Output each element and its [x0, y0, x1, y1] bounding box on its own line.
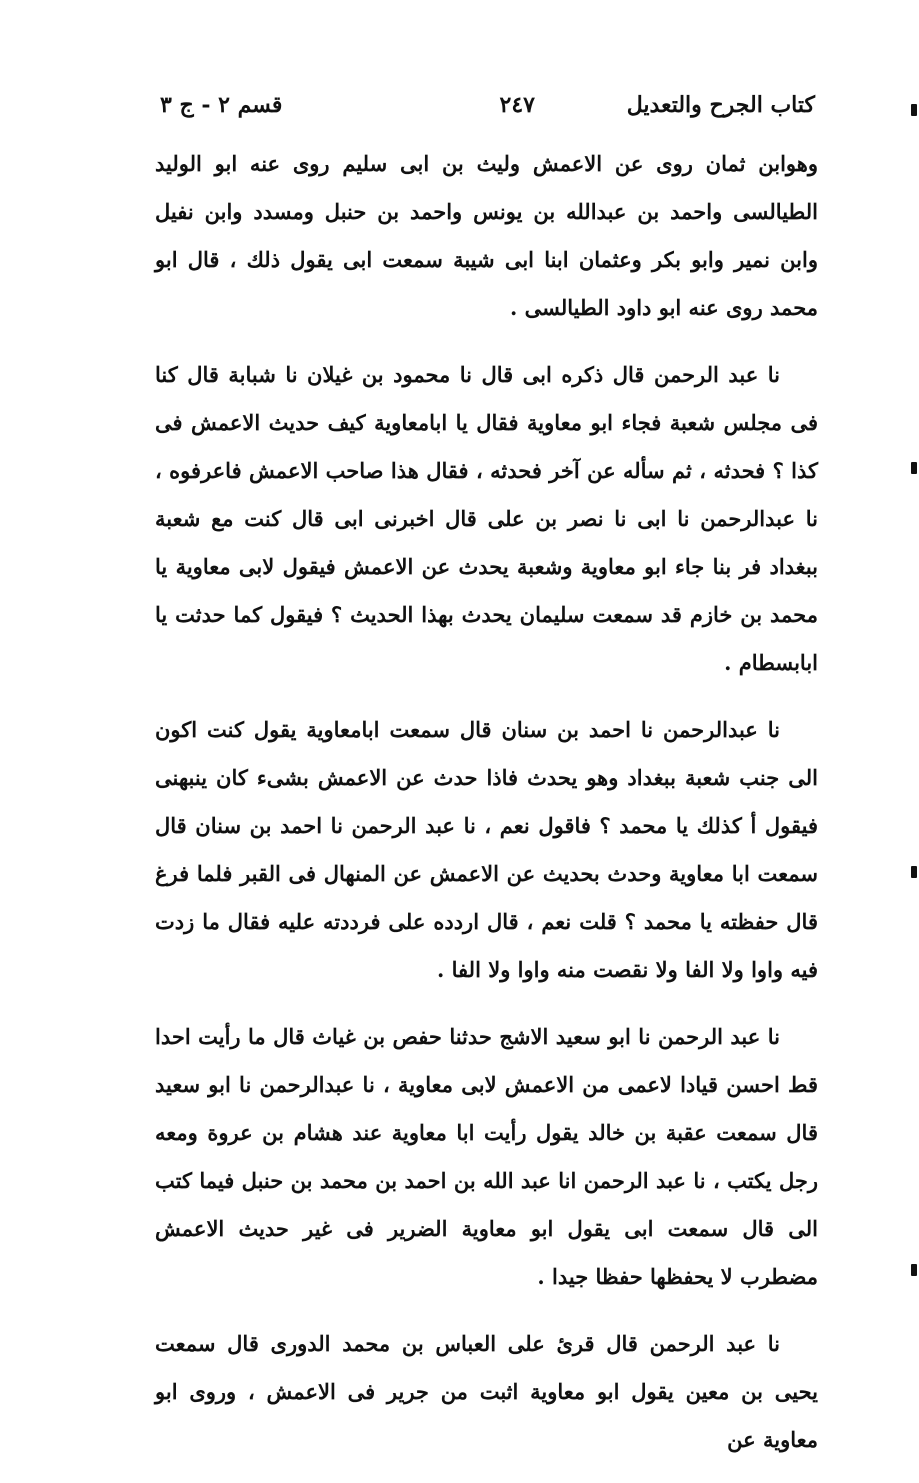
margin-mark: [911, 866, 917, 878]
book-title: كتاب الجرح والتعديل: [626, 92, 815, 118]
page-number: ٢٤٧: [499, 92, 535, 118]
paragraph-3: نا عبدالرحمن نا احمد بن سنان قال سمعت ابامعاوية يقول كنت اكون الى جنب شعبة ببغداد وهو يحدث فاذا حدث عن الاعمش بشىء كان ينبهنى فيقول أ كذلك يا محمد ؟ فاقول نعم ، نا عبد الرحمن نا احمد بن سنان قال سمعت ابا معاوية وحدث بحديث عن الاعمش عن المنهال فى القبر فلما فرغ قال حفظته يا محمد ؟ قلت نعم ، قال اردده على فرددته عليه فقال ما زدت فيه واوا ولا الفا ولا نقصت منه واوا ولا الفا .: [155, 717, 818, 982]
section-info: قسم ٢ - ج ٣: [160, 92, 283, 118]
margin-mark: [911, 462, 917, 474]
margin-mark: [911, 104, 917, 116]
paragraph-5: نا عبد الرحمن قال قرئ على العباس بن محمد الدورى قال سمعت يحيى بن معين يقول ابو معاوية اثبت من جرير فى الاعمش ، وروى ابو معاوية عن: [155, 1331, 818, 1452]
margin-mark: [911, 1264, 917, 1276]
body-text: [155, 140, 818, 1483]
paragraph-4: نا عبد الرحمن نا ابو سعيد الاشج حدثنا حفص بن غياث قال ما رأيت احدا قط احسن قيادا لاعمى من الاعمش لابى معاوية ، نا عبدالرحمن نا ابو سعيد قال سمعت عقبة بن خالد يقول رأيت ابا معاوية عند هشام بن عروة ومعه رجل يكتب ، نا عبد الرحمن انا عبد الله بن احمد بن محمد بن حنبل فيما كتب الى قال سمعت ابى يقول ابو معاوية الضرير فى غير حديث الاعمش مضطرب لا يحفظها حفظا جيدا .: [155, 1024, 818, 1289]
paragraph-2: نا عبد الرحمن قال ذكره ابى قال نا محمود بن غيلان نا شبابة قال كنا فى مجلس شعبة فجاء ابو معاوية فقال يا ابامعاوية كيف حديث الاعمش فى كذا ؟ فحدثه ، ثم سأله عن آخر فحدثه ، فقال هذا صاحب الاعمش فاعرفوه ، نا عبدالرحمن نا ابى نا نصر بن على قال اخبرنى ابى قال كنت مع شعبة ببغداد فر بنا جاء ابو معاوية وشعبة يحدث عن الاعمش فيقول لابى معاوية يا محمد بن خازم قد سمعت سليمان يحدث بهذا الحديث ؟ فيقول كما حدثت يا ابابسطام .: [155, 362, 818, 675]
paragraph-1: وهوابن ثمان روى عن الاعمش وليث بن ابى سليم روى عنه ابو الوليد الطيالسى واحمد بن عبدالله بن يونس واحمد بن حنبل ومسدد وابن نفيل وابن نمير وابو بكر وعثمان ابنا ابى شيبة سمعت ابى يقول ذلك ، قال ابو محمد روى عنه ابو داود الطيالسى .: [155, 151, 818, 320]
page-header: [160, 92, 815, 132]
